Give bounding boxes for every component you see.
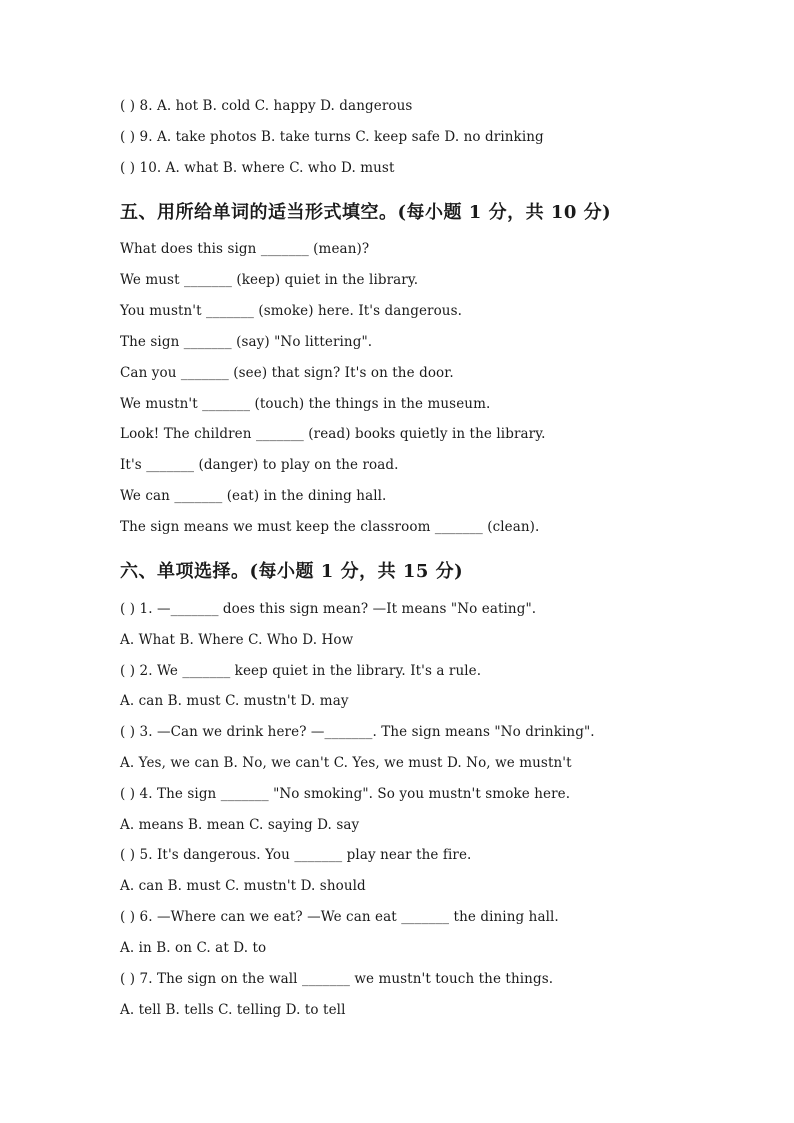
mc-question: ( ) 1. —_______ does this sign mean? —It means "No eating". xyxy=(120,601,537,617)
question-9: ( ) 9. A. take photos B. take turns C. keep safe D. no drinking xyxy=(120,129,544,145)
fill-in-item: We can _______ (eat) in the dining hall. xyxy=(120,488,387,504)
fill-in-item: What does this sign _______ (mean)? xyxy=(120,241,370,257)
question-8: ( ) 8. A. hot B. cold C. happy D. dangerous xyxy=(120,98,413,114)
mc-options: A. in B. on C. at D. to xyxy=(120,940,267,956)
mc-options: A. means B. mean C. saying D. say xyxy=(120,817,360,833)
mc-options: A. What B. Where C. Who D. How xyxy=(120,632,354,648)
fill-in-item: The sign means we must keep the classroom _______ (clean). xyxy=(120,519,540,535)
mc-question: ( ) 6. —Where can we eat? —We can eat _______ the dining hall. xyxy=(120,909,559,925)
mc-question: ( ) 2. We _______ keep quiet in the library. It's a rule. xyxy=(120,663,482,679)
section-5-title: 五、用所给单词的适当形式填空。(每小题 1 分，共 10 分) xyxy=(120,202,612,223)
mc-options: A. can B. must C. mustn't D. may xyxy=(120,693,349,709)
mc-options: A. tell B. tells C. telling D. to tell xyxy=(120,1002,346,1018)
fill-in-item: Look! The children _______ (read) books quietly in the library. xyxy=(120,426,546,442)
mc-options: A. Yes, we can B. No, we can't C. Yes, we must D. No, we mustn't xyxy=(120,755,572,771)
mc-question: ( ) 3. —Can we drink here? —_______. The sign means "No drinking". xyxy=(120,724,595,740)
fill-in-item: You mustn't _______ (smoke) here. It's dangerous. xyxy=(120,303,463,319)
fill-in-item: Can you _______ (see) that sign? It's on the door. xyxy=(120,365,454,381)
mc-question: ( ) 5. It's dangerous. You _______ play near the fire. xyxy=(120,847,472,863)
mc-options: A. can B. must C. mustn't D. should xyxy=(120,878,366,894)
question-10: ( ) 10. A. what B. where C. who D. must xyxy=(120,160,395,176)
mc-question: ( ) 7. The sign on the wall _______ we mustn't touch the things. xyxy=(120,971,554,987)
fill-in-item: It's _______ (danger) to play on the road. xyxy=(120,457,399,473)
mc-question: ( ) 4. The sign _______ "No smoking". So you mustn't smoke here. xyxy=(120,786,571,802)
section-6-title: 六、单项选择。(每小题 1 分，共 15 分) xyxy=(120,561,464,582)
fill-in-item: We mustn't _______ (touch) the things in the museum. xyxy=(120,396,491,412)
fill-in-item: The sign _______ (say) "No littering". xyxy=(120,334,373,350)
fill-in-item: We must _______ (keep) quiet in the library. xyxy=(120,272,419,288)
